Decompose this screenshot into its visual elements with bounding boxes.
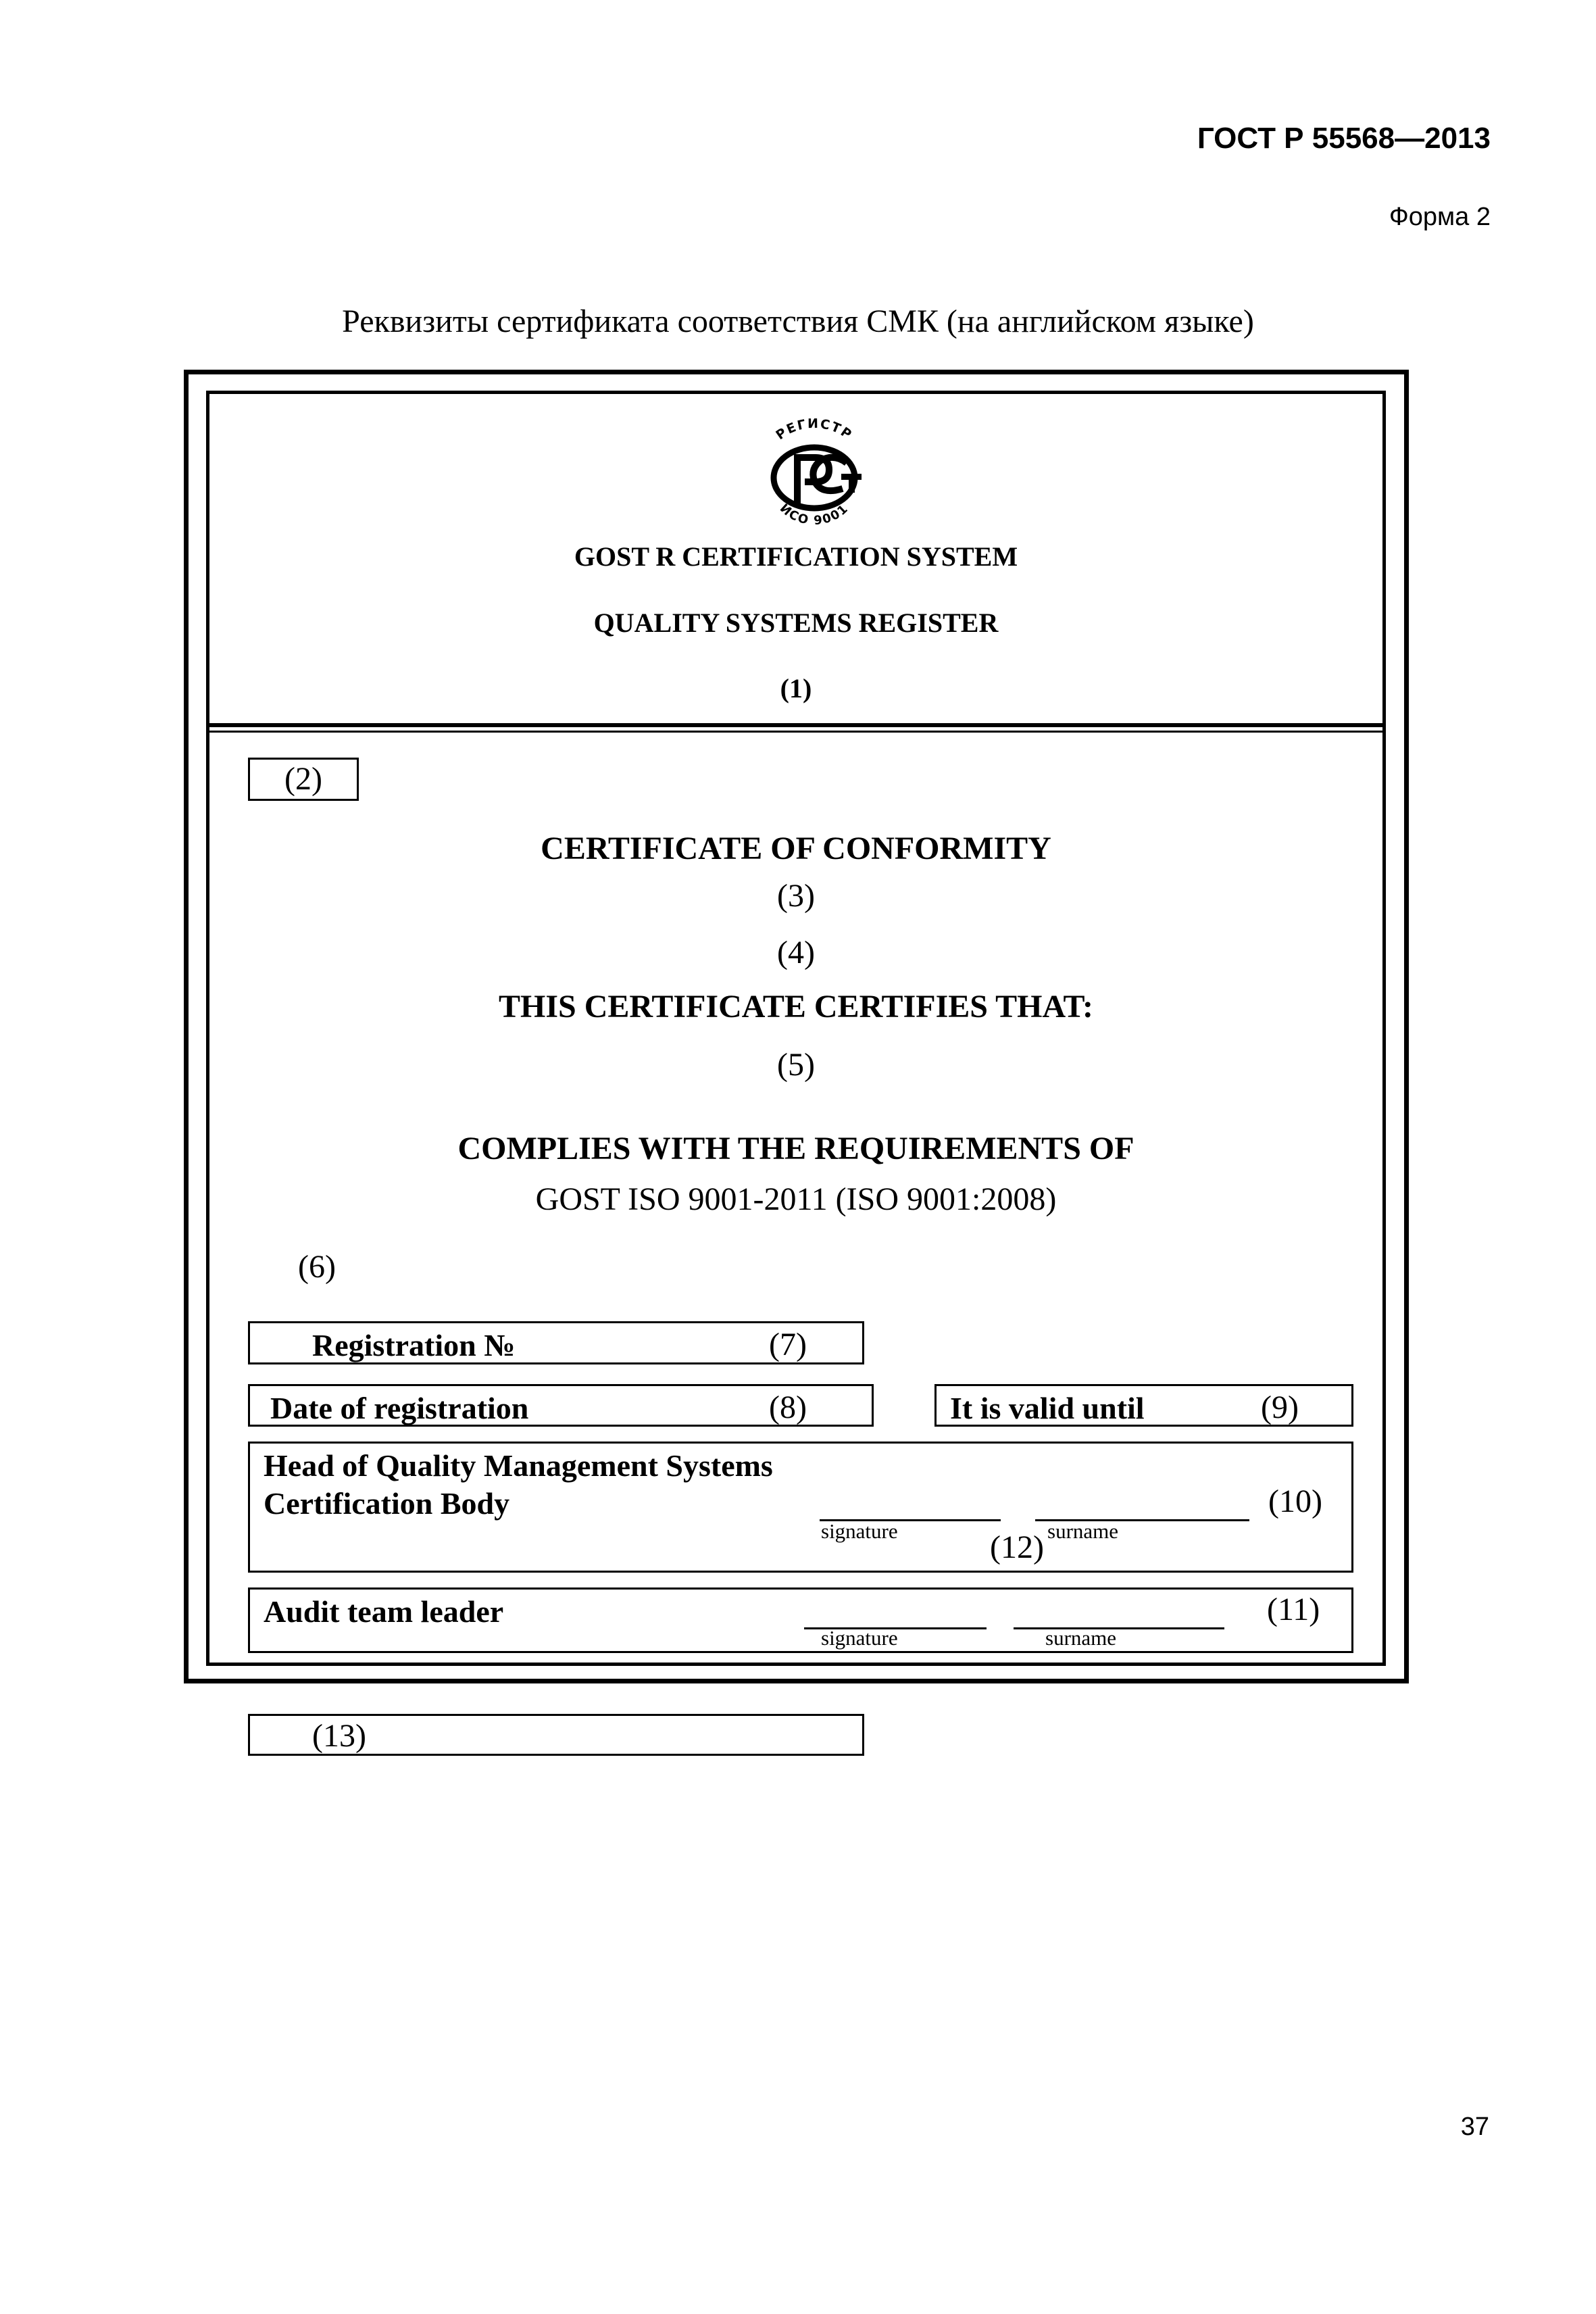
- placeholder-13: (13): [312, 1718, 366, 1754]
- placeholder-1: (1): [780, 673, 812, 704]
- valid-until-box: [934, 1384, 1353, 1427]
- placeholder-12: (12): [990, 1529, 1044, 1565]
- placeholder-11: (11): [1267, 1592, 1320, 1627]
- placeholder-5: (5): [777, 1047, 815, 1083]
- form-label: Форма 2: [1389, 203, 1491, 231]
- complies-text: COMPLIES WITH THE REQUIREMENTS OF: [457, 1131, 1134, 1166]
- standard-reference: GOST ISO 9001-2011 (ISO 9001:2008): [535, 1181, 1057, 1217]
- head-surname-label: surname: [1047, 1519, 1119, 1543]
- document-caption: Реквизиты сертификата соответствия СМК (на английском языке): [342, 303, 1254, 339]
- gost-r-register-logo: [747, 409, 882, 534]
- standard-number: ГОСТ Р 55568—2013: [1197, 122, 1491, 155]
- valid-until-label: It is valid until: [950, 1391, 1145, 1425]
- certificate-title: CERTIFICATE OF CONFORMITY: [541, 831, 1051, 866]
- placeholder-4: (4): [777, 935, 815, 970]
- page-number: 37: [1460, 2113, 1489, 2141]
- certifies-that-text: THIS CERTIFICATE CERTIFIES THAT:: [499, 989, 1093, 1025]
- placeholder-13-box: [248, 1714, 864, 1756]
- section-divider: [206, 723, 1386, 733]
- logo-bottom-text: ИСО 9001: [776, 501, 852, 528]
- registration-label: Registration №: [312, 1328, 516, 1362]
- placeholder-9: (9): [1261, 1389, 1299, 1425]
- placeholder-3: (3): [777, 878, 815, 914]
- placeholder-8: (8): [769, 1389, 807, 1425]
- placeholder-10: (10): [1268, 1483, 1322, 1519]
- svg-text:РЕГИСТР: [773, 416, 855, 443]
- audit-signature-label: signature: [821, 1626, 898, 1650]
- placeholder-7: (7): [769, 1327, 807, 1362]
- system-title: GOST R CERTIFICATION SYSTEM: [574, 541, 1018, 572]
- placeholder-2: (2): [284, 761, 322, 797]
- head-of-certification-body-box: [248, 1442, 1353, 1573]
- placeholder-2-box: [248, 758, 359, 801]
- registration-box: [248, 1321, 864, 1364]
- logo-top-text: РЕГИСТР: [773, 416, 855, 443]
- date-of-registration-box: [248, 1384, 874, 1427]
- placeholder-6: (6): [298, 1249, 336, 1285]
- register-title: QUALITY SYSTEMS REGISTER: [593, 608, 999, 638]
- audit-surname-label: surname: [1045, 1626, 1117, 1650]
- audit-team-leader-label: Audit team leader: [264, 1594, 504, 1629]
- date-of-registration-label: Date of registration: [270, 1391, 529, 1425]
- head-label-line1: Head of Quality Management Systems: [264, 1448, 773, 1483]
- head-label-line2: Certification Body: [264, 1486, 510, 1521]
- audit-team-leader-box: [248, 1587, 1353, 1653]
- head-signature-label: signature: [821, 1519, 898, 1543]
